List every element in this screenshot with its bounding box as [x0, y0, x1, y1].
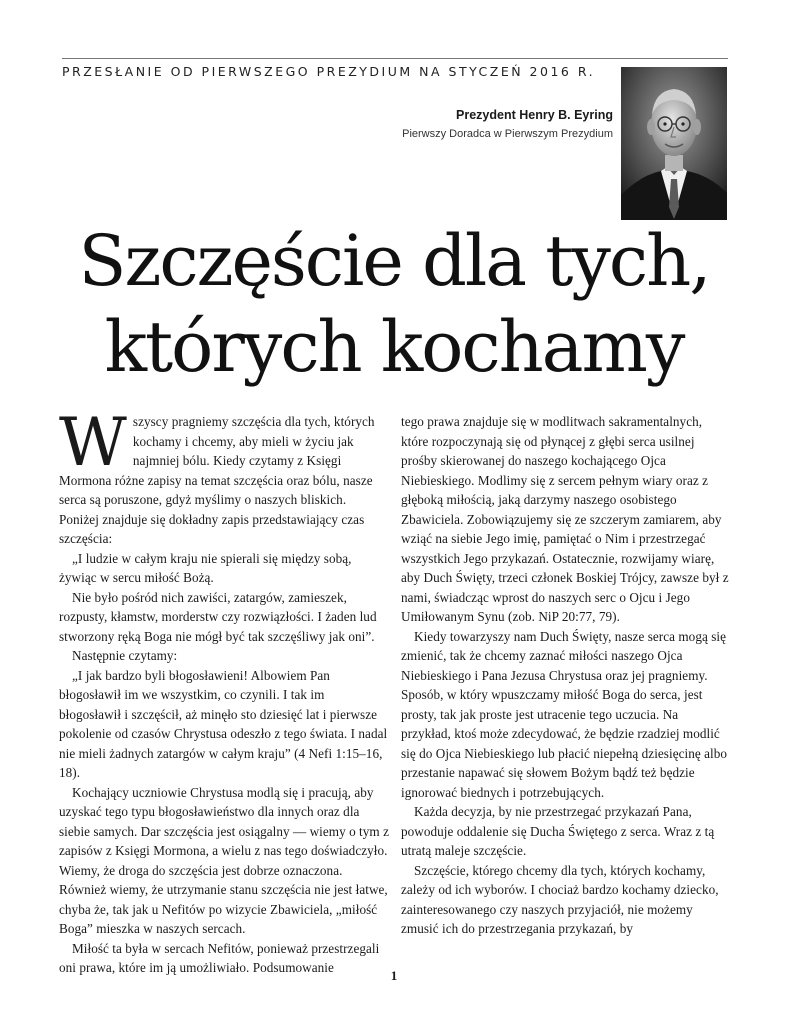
drop-cap: W — [59, 404, 127, 481]
article-paragraph: Kochający uczniowie Chrystusa modlą się i pracują, aby uzyskać tego typu błogosławieństwo dla innych oraz dla siebie samych. Dar szczęścia jest osiągalny — wiemy o tym z zapisów z Księgi Mormona, a wielu z nas tego doświadczyło. Wiemy, że droga do szczęścia jest dobrze oznaczona. Również wiemy, że utrzymanie stanu szczęścia nie jest łatwe, chyba że, tak jak u Nefitów po wizycie Zbawiciela, „miłość Boga” mieszka w naszych sercach. — [59, 784, 389, 936]
header-rule — [62, 58, 728, 59]
article-paragraph: Wszyscy pragniemy szczęścia dla tych, których kochamy i chcemy, aby mieli w życiu jak najmniej bólu. Kiedy czytamy z Księgi Mormona różne zapisy na temat szczęścia oraz bólu, nasze serca są poruszone, gdyż myślimy o naszych bliskich. Poniżej znajduje się dokładny zapis przedstawiający czas szczęścia: — [59, 404, 375, 546]
article-paragraph: Kiedy towarzyszy nam Duch Święty, nasze serca mogą się zmienić, tak że chcemy zaznać miłości naszego Ojca Niebieskiego i Pana Jezusa Chrystusa oraz jej pragniemy. Sposób, w który wpuszczamy miłość Boga do serca, jest prosty, tak jak proste jest utracenie tego uczucia. Na przykład, ktoś może zdecydować, że będzie rzadziej modlić się do Ojca Niebieskiego lub płacić niepełną dziesięcinę albo przestanie napawać się słowem Bożym bądź też będzie ignorować biednych i potrzebujących. — [401, 628, 728, 800]
article-title — [0, 218, 788, 390]
message-kicker: PRZESŁANIE OD PIERWSZEGO PREZYDIUM NA STYCZEŃ 2016 R. — [62, 64, 596, 79]
title-line-2: których kochamy — [104, 306, 684, 388]
article-paragraph: „I ludzie w całym kraju nie spierali się między sobą, żywiąc w sercu miłość Bożą. — [59, 550, 352, 585]
author-role: Pierwszy Doradca w Pierwszym Prezydium — [402, 128, 613, 140]
article-paragraph: Miłość ta była w sercach Nefitów, ponieważ przestrzegali oni prawa, które im ją umożliwiało. Podsumowanie — [59, 940, 380, 975]
article-paragraph: Szczęście, którego chcemy dla tych, których kochamy, zależy od ich wyborów. I chociaż bardzo kochamy dziecko, zainteresowanego czy naszych przyjaciół, nie możemy zmusić ich do przestrzegania przykazań, by — [401, 862, 719, 936]
article-paragraph: Następnie czytamy: — [72, 648, 178, 663]
author-name: Prezydent Henry B. Eyring — [456, 108, 613, 122]
article-paragraph: Każda decyzja, by nie przestrzegać przykazań Pana, powoduje oddalenie się Ducha Świętego z serca. Wraz z tą utratą maleje szczęście. — [401, 804, 715, 858]
title-line-1: Szczęście dla tych, — [78, 220, 710, 302]
article-paragraph: „I jak bardzo byli błogosławieni! Albowiem Pan błogosławił im we wszystkim, co czynili. I tak im błogosławił i szczęścił, aż minęło sto dziesięć lat i pierwsze pokolenie od czasów Chrystusa odeszło z tego świata. I nadal nie mieli żadnych zatargów w całym kraju” (4 Nefi 1:15–16, 18). — [59, 667, 388, 780]
article-paragraph: tego prawa znajduje się w modlitwach sakramentalnych, które rozpoczynają się od płynącej z głębi serca usilnej prośby skierowanej do naszego kochającego Ojca Niebieskiego. Modlimy się z sercem pełnym wiary oraz z głęboką miłością, jaką darzymy naszego osobistego Zbawiciela. Zobowiązujemy się ze szczerym zamiarem, aby wziąć na siebie Jego imię, pamiętać o Nim i przestrzegać wszystkich Jego przykazań. Ostatecznie, rozwijamy wiarę, aby Duch Święty, trzeci członek Boskiej Trójcy, zawsze był z nami, świadcząc wprost do naszych serc o Ojcu i Jego Umiłowanym Synu (zob. NiP 20:77, 79). — [401, 414, 729, 624]
author-portrait — [621, 67, 727, 220]
article-column-left — [59, 404, 389, 978]
byline — [402, 108, 613, 140]
page-number: 1 — [390, 968, 398, 983]
article-paragraph: Nie było pośród nich zawiści, zatargów, zamieszek, rozpusty, kłamstw, morderstw czy rozwiązłości. I żaden lud stworzony ręką Boga nie mógł być tak szczęśliwy jak oni”. — [59, 589, 377, 644]
article-column-right — [401, 412, 731, 939]
